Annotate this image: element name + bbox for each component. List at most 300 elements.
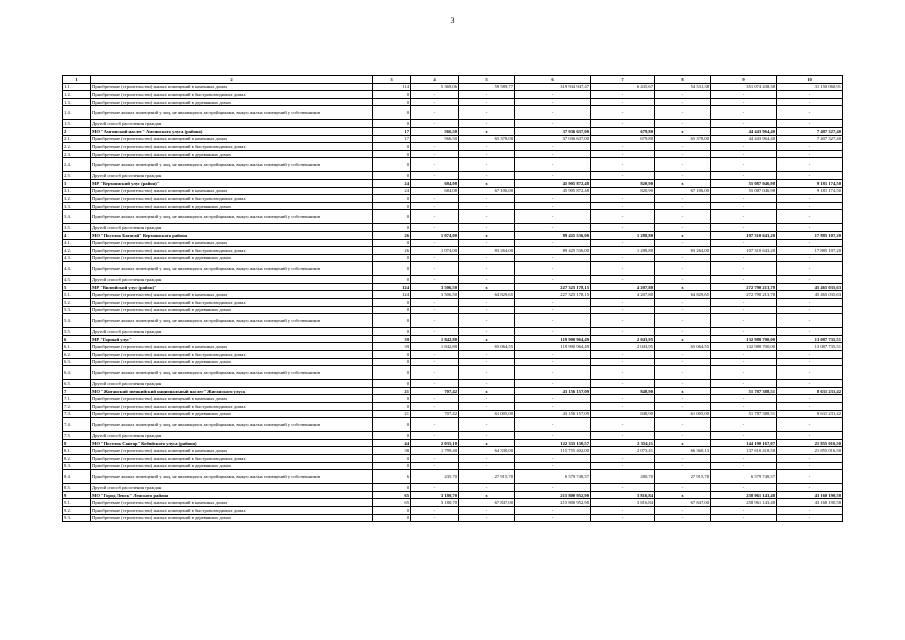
value-cell: - xyxy=(591,432,655,440)
value-cell: 0 xyxy=(373,306,411,314)
value-cell: - xyxy=(459,380,515,388)
row-name-cell: Приобретение жилых помещений у лиц, не являющихся застройщиками, выкуп жилых помещений у собственников xyxy=(91,418,373,432)
value-cell: - xyxy=(711,328,777,336)
value-cell: 684,08 xyxy=(411,179,459,187)
value-cell: - xyxy=(515,366,591,380)
value-cell: - xyxy=(411,514,459,522)
value-cell: - xyxy=(711,143,777,151)
table-row xyxy=(63,343,843,351)
value-cell: - xyxy=(515,276,591,284)
value-cell: 43 156 157,09 xyxy=(515,387,591,395)
row-number-cell: 4.2. xyxy=(63,247,91,255)
value-cell: - xyxy=(459,202,515,210)
row-name-cell: Другой способ расселения граждан xyxy=(91,432,373,440)
value-cell: - xyxy=(655,432,711,440)
row-number-cell: 6.1. xyxy=(63,343,91,351)
value-cell: 44 443 964,40 xyxy=(711,127,777,135)
table-row xyxy=(63,143,843,151)
table-row xyxy=(63,195,843,203)
value-cell: - xyxy=(777,276,843,284)
value-cell: 3 506,50 xyxy=(411,291,459,299)
value-cell: 45 465 035,63 xyxy=(777,283,843,291)
value-cell: 272 790 213,78 xyxy=(711,283,777,291)
row-name-cell: Приобретение (строительство) жилых помещений в каменных домах xyxy=(91,239,373,247)
row-name-cell: Приобретение (строительство) жилых помещений в деревянных домах xyxy=(91,462,373,470)
table-section-row xyxy=(63,231,843,239)
value-cell: - xyxy=(591,306,655,314)
row-number-cell: 3.1. xyxy=(63,187,91,195)
header-cell: 5 xyxy=(459,76,515,84)
value-cell: 0 xyxy=(373,328,411,336)
row-number-cell: 4.5. xyxy=(63,276,91,284)
value-cell: - xyxy=(459,98,515,106)
row-name-cell: Приобретение (строительство) жилых помещений в быстровозводимых домах xyxy=(91,403,373,411)
value-cell: - xyxy=(655,195,711,203)
value-cell: х xyxy=(655,127,711,135)
row-name-cell: МО "Город Ленск" Ленского района xyxy=(91,491,373,499)
value-cell: 137 610 418,50 xyxy=(711,447,777,455)
value-cell: х xyxy=(459,491,515,499)
row-name-cell: Приобретение (строительство) жилых помещений в быстровозводимых домах xyxy=(91,143,373,151)
row-name-cell: Приобретение жилых помещений у лиц, не являющихся застройщиками, выкуп жилых помещений у собственников xyxy=(91,262,373,276)
row-name-cell: Другой способ расселения граждан xyxy=(91,276,373,284)
table-body xyxy=(63,76,843,522)
value-cell: 0 xyxy=(373,150,411,158)
value-cell: 37 036 637,00 xyxy=(515,127,591,135)
value-cell: - xyxy=(459,120,515,128)
value-cell: - xyxy=(591,158,655,172)
value-cell: - xyxy=(515,314,591,328)
value-cell: - xyxy=(411,224,459,232)
value-cell: 5 369,06 xyxy=(411,83,459,91)
value-cell: - xyxy=(711,210,777,224)
row-number-cell: 7.5. xyxy=(63,432,91,440)
value-cell: 4 207,80 xyxy=(591,283,655,291)
row-number-cell: 6 xyxy=(63,335,91,343)
value-cell: - xyxy=(655,143,711,151)
value-cell: - xyxy=(459,91,515,99)
value-cell: - xyxy=(459,454,515,462)
value-cell: 1 842,80 xyxy=(411,343,459,351)
table-section-row xyxy=(63,439,843,447)
value-cell: - xyxy=(591,514,655,522)
value-cell: 0 xyxy=(373,106,411,120)
value-cell: 566,50 xyxy=(411,127,459,135)
value-cell: - xyxy=(777,150,843,158)
row-number-cell: 2.5. xyxy=(63,172,91,180)
value-cell: - xyxy=(515,254,591,262)
value-cell: - xyxy=(515,202,591,210)
value-cell: 3 180,70 xyxy=(411,499,459,507)
value-cell: 258 961 143,48 xyxy=(711,491,777,499)
value-cell: - xyxy=(655,254,711,262)
value-cell: - xyxy=(591,380,655,388)
value-cell: - xyxy=(711,254,777,262)
value-cell: 0 xyxy=(373,358,411,366)
value-cell: 4 207,80 xyxy=(591,291,655,299)
row-number-cell: 7.4. xyxy=(63,418,91,432)
value-cell: - xyxy=(711,98,777,106)
row-name-cell: Приобретение (строительство) жилых помещений в быстровозводимых домах xyxy=(91,247,373,255)
value-cell: - xyxy=(591,366,655,380)
row-name-cell: Приобретение (строительство) жилых помещений в деревянных домах xyxy=(91,98,373,106)
value-cell: - xyxy=(711,380,777,388)
value-cell: 89 425 536,00 xyxy=(515,231,591,239)
value-cell: 26 xyxy=(373,231,411,239)
value-cell: 0 xyxy=(373,172,411,180)
value-cell: 65 064,55 xyxy=(655,343,711,351)
value-cell: 2 043,95 xyxy=(591,343,655,351)
row-name-cell: Приобретение (строительство) жилых помещений в каменных домах xyxy=(91,447,373,455)
value-cell: - xyxy=(459,351,515,359)
value-cell: - xyxy=(459,150,515,158)
value-cell: 44 443 964,40 xyxy=(711,135,777,143)
table-row xyxy=(63,470,843,484)
value-cell: 0 xyxy=(373,276,411,284)
row-number-cell: 8.4. xyxy=(63,470,91,484)
value-cell: 0 xyxy=(373,484,411,492)
row-name-cell: Приобретение (строительство) жилых помещений в каменных домах xyxy=(91,343,373,351)
value-cell: 7 407 327,40 xyxy=(777,127,843,135)
value-cell: 684,08 xyxy=(411,187,459,195)
value-cell: - xyxy=(777,470,843,484)
row-name-cell: МО "Жиганский эвенкийский национальный наслег" Жиганского улуса xyxy=(91,387,373,395)
value-cell: - xyxy=(591,299,655,307)
value-cell: - xyxy=(711,514,777,522)
value-cell: - xyxy=(459,172,515,180)
value-cell: 24 xyxy=(373,187,411,195)
value-cell: 7 407 327,40 xyxy=(777,135,843,143)
row-number-cell: 7.1. xyxy=(63,395,91,403)
value-cell: - xyxy=(591,98,655,106)
value-cell: - xyxy=(711,150,777,158)
value-cell: 39 xyxy=(373,343,411,351)
row-name-cell: Приобретение (строительство) жилых помещений в быстровозводимых домах xyxy=(91,351,373,359)
table-row xyxy=(63,380,843,388)
value-cell: 0 xyxy=(373,224,411,232)
value-cell: - xyxy=(711,172,777,180)
value-cell: - xyxy=(655,366,711,380)
value-cell: - xyxy=(591,202,655,210)
value-cell: - xyxy=(411,91,459,99)
value-cell: 43 160 190,58 xyxy=(777,499,843,507)
row-number-cell: 2 xyxy=(63,127,91,135)
value-cell: - xyxy=(411,328,459,336)
value-cell: 0 xyxy=(373,254,411,262)
row-name-cell: Другой способ расселения граждан xyxy=(91,380,373,388)
value-cell: - xyxy=(711,418,777,432)
value-cell: - xyxy=(777,202,843,210)
value-cell: - xyxy=(411,262,459,276)
value-cell: - xyxy=(655,106,711,120)
value-cell: - xyxy=(655,91,711,99)
row-name-cell: Приобретение (строительство) жилых помещений в деревянных домах xyxy=(91,150,373,158)
value-cell: - xyxy=(777,380,843,388)
value-cell: - xyxy=(515,328,591,336)
value-cell: - xyxy=(459,314,515,328)
value-cell: 1 288,80 xyxy=(591,231,655,239)
value-cell: - xyxy=(515,462,591,470)
value-cell: 0 xyxy=(373,98,411,106)
value-cell: - xyxy=(411,158,459,172)
value-cell: - xyxy=(777,254,843,262)
row-number-cell: 9.2. xyxy=(63,506,91,514)
value-cell: 227 325 178,15 xyxy=(515,291,591,299)
value-cell: х xyxy=(655,491,711,499)
value-cell: - xyxy=(515,418,591,432)
value-cell: 55 087 046,98 xyxy=(711,179,777,187)
value-cell: 13 087 735,51 xyxy=(777,335,843,343)
value-cell: 9 181 174,50 xyxy=(777,179,843,187)
value-cell: - xyxy=(411,462,459,470)
value-cell: - xyxy=(777,91,843,99)
table-row xyxy=(63,120,843,128)
table-row xyxy=(63,447,843,455)
value-cell: - xyxy=(655,202,711,210)
row-number-cell: 4 xyxy=(63,231,91,239)
table-section-row xyxy=(63,387,843,395)
table-row xyxy=(63,158,843,172)
value-cell: х xyxy=(459,127,515,135)
row-number-cell: 3.4. xyxy=(63,210,91,224)
value-cell: - xyxy=(591,172,655,180)
value-cell: - xyxy=(411,276,459,284)
value-cell: - xyxy=(711,366,777,380)
value-cell: 0 xyxy=(373,418,411,432)
value-cell: 351 074 438,38 xyxy=(711,83,777,91)
value-cell: 89 425 536,00 xyxy=(515,247,591,255)
value-cell: 122 335 150,57 xyxy=(515,439,591,447)
value-cell: - xyxy=(515,484,591,492)
value-cell: 107 310 643,20 xyxy=(711,231,777,239)
value-cell: - xyxy=(711,158,777,172)
value-cell: - xyxy=(777,484,843,492)
value-cell: 44 xyxy=(373,439,411,447)
value-cell: - xyxy=(515,395,591,403)
value-cell: 0 xyxy=(373,299,411,307)
value-cell: 114 xyxy=(373,83,411,91)
row-number-cell: 5 xyxy=(63,283,91,291)
value-cell: - xyxy=(777,403,843,411)
value-cell: - xyxy=(515,195,591,203)
value-cell: 258 961 143,48 xyxy=(711,499,777,507)
value-cell: - xyxy=(655,314,711,328)
value-cell: - xyxy=(591,143,655,151)
value-cell: - xyxy=(515,91,591,99)
table-row xyxy=(63,202,843,210)
value-cell: 0 xyxy=(373,462,411,470)
value-cell: - xyxy=(777,262,843,276)
value-cell: - xyxy=(459,195,515,203)
value-cell: - xyxy=(711,351,777,359)
value-cell: 0 xyxy=(373,91,411,99)
value-cell: - xyxy=(515,120,591,128)
value-cell: - xyxy=(411,432,459,440)
value-cell: - xyxy=(411,195,459,203)
value-cell: 235,70 xyxy=(411,470,459,484)
value-cell: 272 790 213,78 xyxy=(711,291,777,299)
value-cell: - xyxy=(411,454,459,462)
value-cell: 83 264,00 xyxy=(459,247,515,255)
value-cell: 848,90 xyxy=(591,387,655,395)
value-cell: - xyxy=(777,172,843,180)
value-cell: - xyxy=(591,276,655,284)
value-cell: 31 150 060,91 xyxy=(777,83,843,91)
value-cell: - xyxy=(411,98,459,106)
value-cell: - xyxy=(515,358,591,366)
value-cell: 132 988 700,00 xyxy=(711,335,777,343)
row-name-cell: Приобретение (строительство) жилых помещений в каменных домах xyxy=(91,135,373,143)
row-number-cell: 9 xyxy=(63,491,91,499)
value-cell: - xyxy=(459,462,515,470)
row-number-cell: 1.5. xyxy=(63,120,91,128)
value-cell: - xyxy=(411,150,459,158)
value-cell: 59 589,77 xyxy=(459,83,515,91)
value-cell: - xyxy=(515,158,591,172)
row-name-cell: Другой способ расселения граждан xyxy=(91,484,373,492)
value-cell: 6 435,67 xyxy=(591,83,655,91)
table-section-row xyxy=(63,335,843,343)
value-cell: х xyxy=(655,387,711,395)
value-cell: - xyxy=(777,358,843,366)
value-cell: 6 579 748,57 xyxy=(515,470,591,484)
value-cell: - xyxy=(411,506,459,514)
row-name-cell: Приобретение (строительство) жилых помещений в деревянных домах xyxy=(91,254,373,262)
value-cell: - xyxy=(711,306,777,314)
row-number-cell: 8.3. xyxy=(63,462,91,470)
value-cell: - xyxy=(655,506,711,514)
table-row xyxy=(63,262,843,276)
value-cell: - xyxy=(515,380,591,388)
value-cell: - xyxy=(411,172,459,180)
value-cell: х xyxy=(459,439,515,447)
value-cell: - xyxy=(777,314,843,328)
value-cell: - xyxy=(459,306,515,314)
row-number-cell: 5.5. xyxy=(63,328,91,336)
value-cell: - xyxy=(459,506,515,514)
value-cell: - xyxy=(459,276,515,284)
value-cell: - xyxy=(655,514,711,522)
value-cell: - xyxy=(459,432,515,440)
value-cell: - xyxy=(655,403,711,411)
value-cell: - xyxy=(591,462,655,470)
table-row xyxy=(63,395,843,403)
header-cell: 8 xyxy=(655,76,711,84)
value-cell: - xyxy=(459,143,515,151)
value-cell: - xyxy=(411,358,459,366)
value-cell: - xyxy=(655,150,711,158)
row-name-cell: МР "Вилюйский улус (район)" xyxy=(91,283,373,291)
table-row xyxy=(63,106,843,120)
row-number-cell: 1.1. xyxy=(63,83,91,91)
row-number-cell: 1.3. xyxy=(63,98,91,106)
table-row xyxy=(63,306,843,314)
value-cell: х xyxy=(459,387,515,395)
value-cell: 1 074,00 xyxy=(411,247,459,255)
table-row xyxy=(63,299,843,307)
value-cell: 17 xyxy=(373,135,411,143)
value-cell: 0 xyxy=(373,514,411,522)
value-cell: 61 005,00 xyxy=(459,410,515,418)
value-cell: 115 755 402,00 xyxy=(515,447,591,455)
header-cell: 2 xyxy=(91,76,373,84)
value-cell: - xyxy=(459,239,515,247)
value-cell: - xyxy=(459,366,515,380)
value-cell: 124 xyxy=(373,283,411,291)
value-cell: - xyxy=(711,120,777,128)
value-cell: 39 xyxy=(373,335,411,343)
value-cell: - xyxy=(411,306,459,314)
row-name-cell: Приобретение (строительство) жилых помещений в каменных домах xyxy=(91,83,373,91)
value-cell: - xyxy=(711,262,777,276)
value-cell: 0 xyxy=(373,239,411,247)
value-cell: 119 900 964,49 xyxy=(515,335,591,343)
value-cell: 1 842,80 xyxy=(411,335,459,343)
value-cell: 55 087 046,98 xyxy=(711,187,777,195)
value-cell: - xyxy=(655,299,711,307)
value-cell: 37 036 637,00 xyxy=(515,135,591,143)
value-cell: - xyxy=(711,224,777,232)
table-row xyxy=(63,418,843,432)
value-cell: 51 787 388,51 xyxy=(711,387,777,395)
value-cell: - xyxy=(459,403,515,411)
value-cell: - xyxy=(459,418,515,432)
table-row xyxy=(63,224,843,232)
value-cell: - xyxy=(515,514,591,522)
value-cell: 17 885 107,20 xyxy=(777,247,843,255)
value-cell: - xyxy=(591,120,655,128)
table-row xyxy=(63,135,843,143)
row-name-cell: МО "Поселок Батагай" Верхоянского района xyxy=(91,231,373,239)
value-cell: - xyxy=(591,262,655,276)
row-name-cell: Приобретение (строительство) жилых помещений в деревянных домах xyxy=(91,202,373,210)
value-cell: х xyxy=(655,179,711,187)
row-name-cell: Приобретение (строительство) жилых помещений в быстровозводимых домах xyxy=(91,299,373,307)
value-cell: - xyxy=(777,454,843,462)
value-cell: 61 005,00 xyxy=(655,410,711,418)
value-cell: - xyxy=(459,106,515,120)
value-cell: - xyxy=(711,276,777,284)
value-cell: 0 xyxy=(373,380,411,388)
value-cell: - xyxy=(459,158,515,172)
value-cell: - xyxy=(711,314,777,328)
value-cell: - xyxy=(777,158,843,172)
value-cell: - xyxy=(777,395,843,403)
value-cell: - xyxy=(777,239,843,247)
value-cell: х xyxy=(655,439,711,447)
row-name-cell: МР "Горный улус" xyxy=(91,335,373,343)
value-cell: - xyxy=(515,299,591,307)
value-cell: х xyxy=(459,283,515,291)
value-cell: 0 xyxy=(373,432,411,440)
header-cell: 4 xyxy=(411,76,459,84)
row-number-cell: 7.2. xyxy=(63,403,91,411)
value-cell: - xyxy=(591,195,655,203)
value-cell: - xyxy=(655,328,711,336)
value-cell: 8 631 231,42 xyxy=(777,387,843,395)
header-cell: 1 xyxy=(63,76,91,84)
value-cell: - xyxy=(655,462,711,470)
value-cell: - xyxy=(711,395,777,403)
value-cell: 0 xyxy=(373,195,411,203)
value-cell: 0 xyxy=(373,454,411,462)
row-name-cell: Приобретение (строительство) жилых помещений в деревянных домах xyxy=(91,514,373,522)
value-cell: 65 378,00 xyxy=(655,135,711,143)
value-cell: - xyxy=(711,239,777,247)
value-cell: - xyxy=(515,262,591,276)
table-row xyxy=(63,410,843,418)
value-cell: - xyxy=(515,351,591,359)
